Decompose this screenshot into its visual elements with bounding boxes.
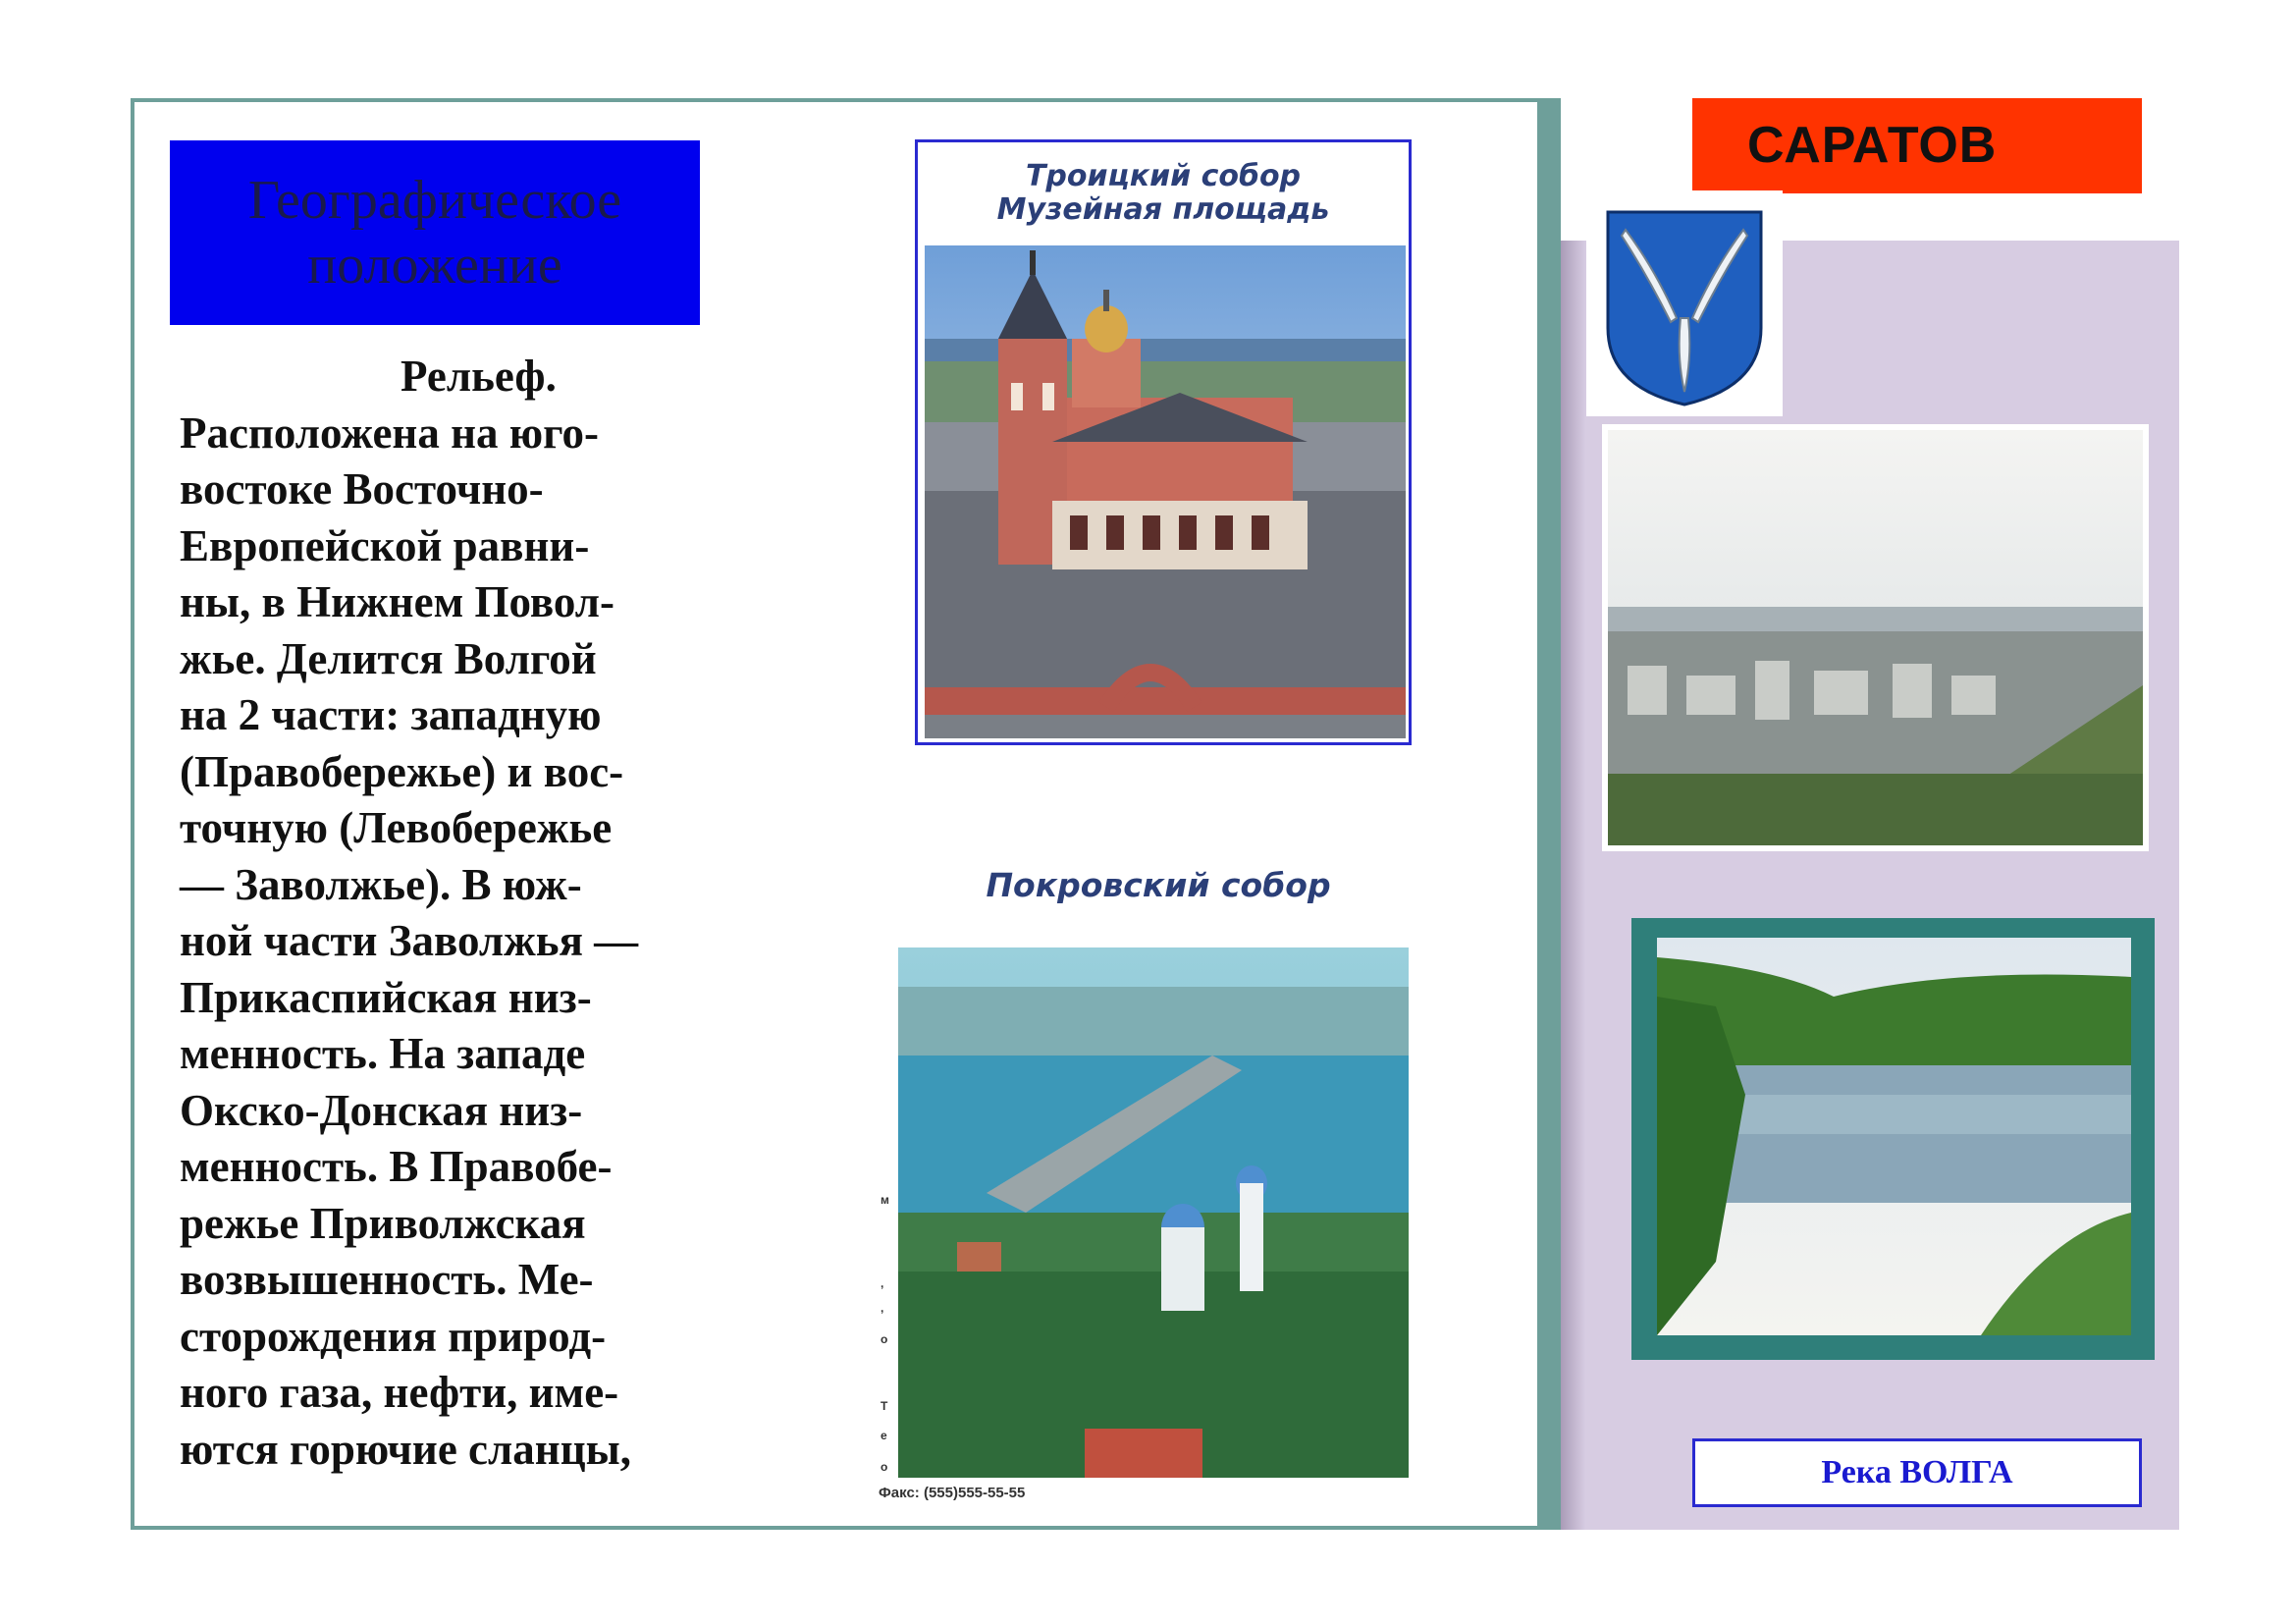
- body-text-line: ются горючие сланцы,: [180, 1424, 632, 1474]
- section-title: Географическое положение: [247, 170, 622, 296]
- city-title: САРАТОВ: [1747, 117, 1998, 174]
- body-text-line: — Заволжье). В юж-: [180, 859, 582, 909]
- body-text-line: менность. На западе: [180, 1029, 586, 1078]
- body-text-line: менность. В Правобе-: [180, 1142, 613, 1191]
- text-fragment: о: [881, 1332, 888, 1346]
- troitsky-photo-card: [915, 139, 1412, 745]
- text-fragment: ,: [881, 1276, 884, 1290]
- troitsky-caption: [918, 160, 1409, 227]
- text-fragment: о: [881, 1460, 888, 1474]
- body-text-line: (Правобережье) и вос-: [180, 746, 624, 796]
- body-text-line: Окско-Донская низ-: [180, 1085, 583, 1135]
- body-text-line: жье. Делится Волгой: [180, 633, 597, 683]
- body-text-line: на 2 части: западную: [180, 690, 602, 739]
- body-text-line: режье Приволжская: [180, 1198, 586, 1248]
- river-caption: Река ВОЛГА: [1821, 1454, 2013, 1490]
- body-text-line: Прикаспийская низ-: [180, 972, 592, 1022]
- pokrov-caption: Покровский собор: [986, 866, 1331, 904]
- text-fragment: м: [881, 1193, 889, 1207]
- river-caption-box: [1692, 1438, 2142, 1507]
- body-text-line: точную (Левобережье: [180, 803, 613, 852]
- text-fragment: Т: [881, 1399, 888, 1413]
- troitsky-caption-line2: Музейная площадь: [996, 192, 1330, 227]
- fax-text: Факс: (555)555-55-55: [879, 1485, 1026, 1501]
- troitsky-caption-line1: Троицкий собор: [1025, 159, 1302, 193]
- text-fragment: е: [881, 1429, 887, 1442]
- body-text-line: востоке Восточно-: [180, 464, 544, 514]
- text-fragment: ,: [881, 1301, 884, 1315]
- body-text-line: ного газа, нефти, име-: [180, 1368, 619, 1417]
- right-panel-shadow: [1561, 241, 1585, 1530]
- pokrov-cathedral-photo: [898, 947, 1409, 1478]
- body-text-line: возвышенность. Ме-: [180, 1255, 594, 1304]
- body-text-line: сторождения природ-: [180, 1311, 607, 1361]
- body-text-line: Рельеф.: [400, 352, 557, 401]
- section-title-box: [170, 140, 700, 325]
- city-panorama-photo: [1602, 424, 2149, 851]
- body-text: [180, 349, 710, 1478]
- page-spine: [1541, 98, 1561, 1530]
- troitsky-cathedral-photo: [925, 245, 1406, 738]
- coat-of-arms-icon: [1586, 190, 1783, 416]
- body-text-line: Европейской равни-: [180, 520, 590, 570]
- body-text-line: Расположена на юго-: [180, 407, 599, 458]
- body-text-line: ной части Заволжья —: [180, 916, 639, 965]
- lake-photo: [1657, 938, 2131, 1335]
- body-text-line: ны, в Нижнем Повол-: [180, 577, 614, 626]
